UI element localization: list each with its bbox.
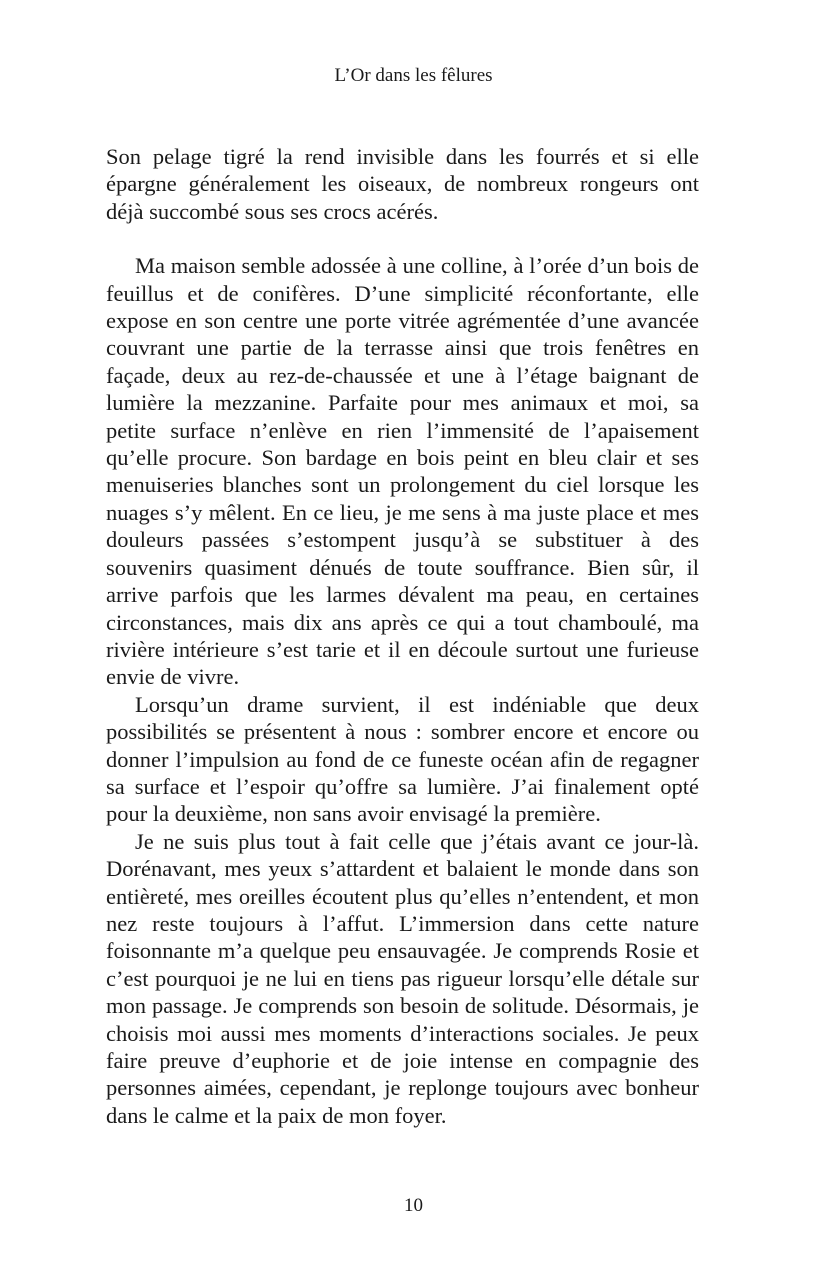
- running-header: L’Or dans les fêlures: [334, 65, 493, 86]
- paragraph: Lorsqu’un drame survient, il est indéniable que deux possibilités se présentent à nous : sombrer encore et encore ou donner l’impulsion au fond de ce funeste océan afin de regagner sa surface et l’espoir qu’offre sa lumière. J’ai finalement opté pour la deuxième, non sans avoir envisagé la première.: [106, 691, 699, 827]
- paragraph: Ma maison semble adossée à une colline, à l’orée d’un bois de feuillus et de conifères. D’une simplicité réconfortante, elle expose en son centre une porte vitrée agrémentée d’une avancée couvrant une partie de la terrasse ainsi que trois fenêtres en façade, deux au rez-de-chaussée et une à l’étage baignant de lumière la mezzanine. Parfaite pour mes animaux et moi, sa petite surface n’enlève en rien l’immensité de l’apaisement qu’elle procure. Son bardage en bois peint en bleu clair et ses menuiseries blanches sont un prolongement du ciel lorsque les nuages s’y mêlent. En ce lieu, je me sens à ma juste place et mes douleurs passées s’estompent jusqu’à se substituer à des souvenirs quasiment dénués de toute souffrance. Bien sûr, il arrive parfois que les larmes dévalent ma peau, en certaines circonstances, mais dix ans après ce qui a tout chamboulé, ma rivière intérieure s’est tarie et il en découle surtout une furieuse envie de vivre.: [106, 253, 699, 690]
- paragraph: Je ne suis plus tout à fait celle que j’étais avant ce jour-là. Dorénavant, mes yeux s’attardent et balaient le monde dans son entièreté, mes oreilles écoutent plus qu’elles n’entendent, et mon nez reste toujours à l’affut. L’immersion dans cette nature foisonnante m’a quelque peu ensauvagée. Je comprends Rosie et c’est pourquoi je ne lui en tiens pas rigueur lorsqu’elle détale sur mon passage. Je comprends son besoin de solitude. Désormais, je choisis moi aussi mes moments d’interactions sociales. Je peux faire preuve d’euphorie et de joie intense en compagnie des personnes aimées, cependant, je replonge toujours avec bonheur dans le calme et la paix de mon foyer.: [106, 828, 699, 1128]
- page-number: 10: [404, 1195, 423, 1216]
- body-text: [106, 143, 699, 1129]
- paragraph-continuation: Son pelage tigré la rend invisible dans les fourrés et si elle épargne généralement les oiseaux, de nombreux rongeurs ont déjà succombé sous ses crocs acérés.: [106, 144, 699, 224]
